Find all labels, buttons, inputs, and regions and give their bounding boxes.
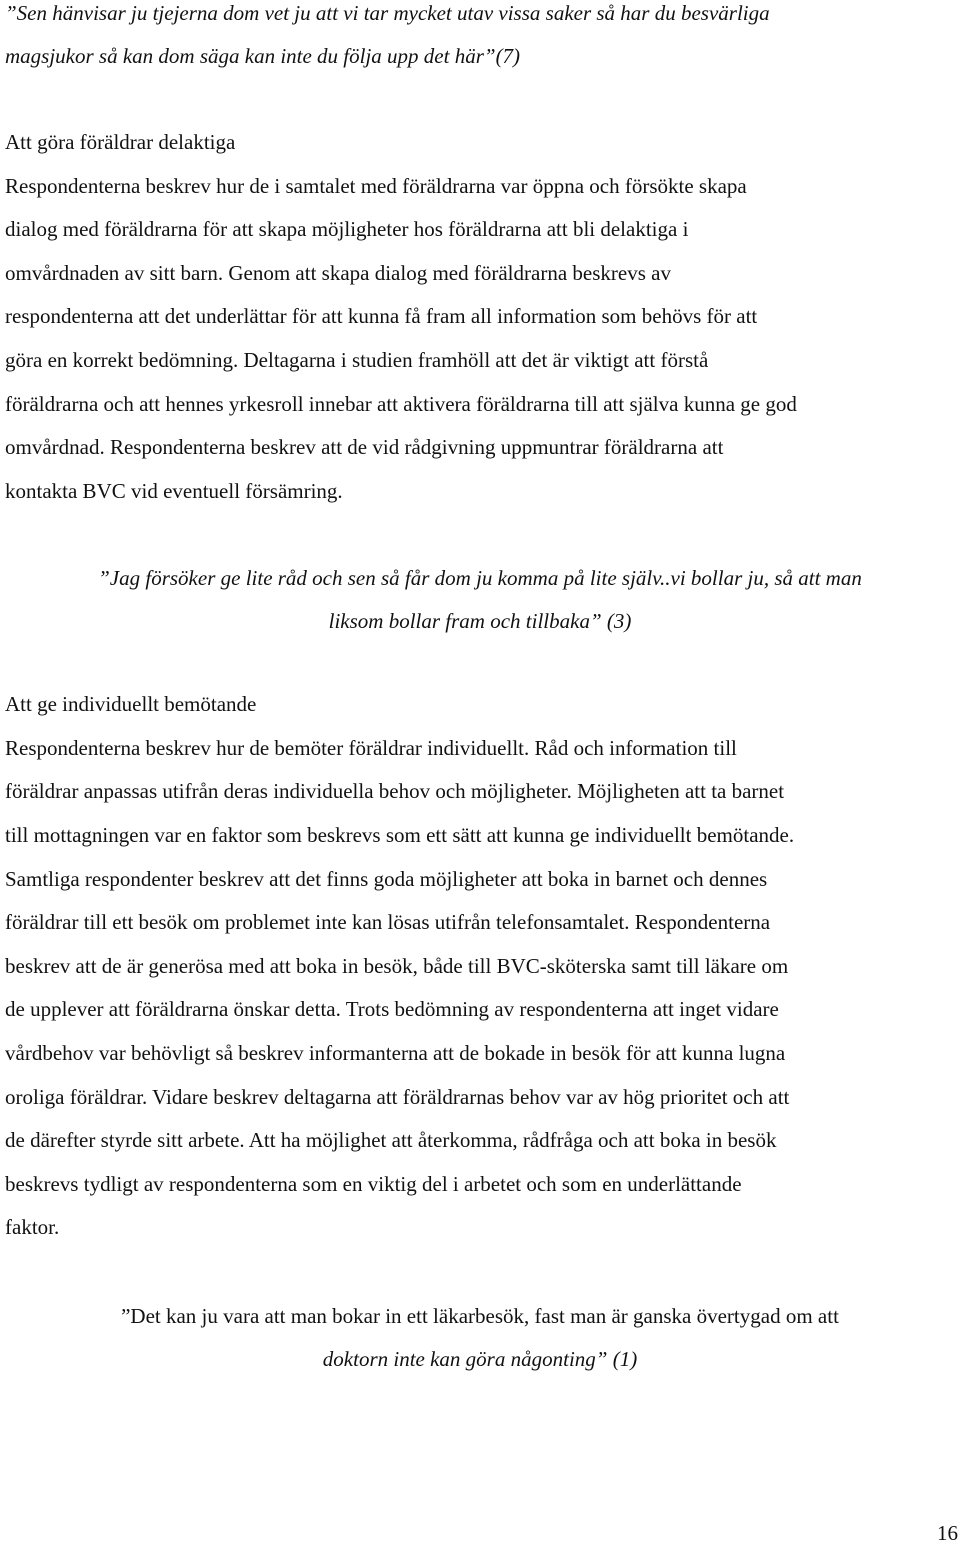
paragraph-line: omvårdnaden av sitt barn. Genom att skapa dialog med föräldrarna beskrevs av bbox=[5, 261, 671, 285]
paragraph-line: oroliga föräldrar. Vidare beskrev deltagarna att föräldrarnas behov var av hög prioritet och att bbox=[5, 1085, 790, 1109]
quote-mid-line-2: liksom bollar fram och tillbaka” (3) bbox=[328, 609, 632, 633]
paragraph-line: kontakta BVC vid eventuell försämring. bbox=[5, 479, 343, 503]
page-number: 16 bbox=[937, 1521, 958, 1545]
paragraph-line: Respondenterna beskrev hur de bemöter föräldrar individuellt. Råd och information till bbox=[5, 736, 737, 760]
paragraph-line: respondenterna att det underlättar för att kunna få fram all information som behövs för att bbox=[5, 304, 758, 328]
paragraph-line: dialog med föräldrarna för att skapa möjligheter hos föräldrarna att bli delaktiga i bbox=[5, 217, 689, 241]
paragraph-line: omvårdnad. Respondenterna beskrev att de vid rådgivning uppmuntrar föräldrarna att bbox=[5, 435, 724, 459]
quote-mid-line-1: ”Jag försöker ge lite råd och sen så får dom ju komma på lite själv..vi bollar ju, så att man bbox=[98, 566, 862, 590]
paragraph-line: beskrev att de är generösa med att boka in besök, både till BVC-sköterska samt till läkare om bbox=[5, 954, 789, 978]
quote-top-line-1: ”Sen hänvisar ju tjejerna dom vet ju att vi tar mycket utav vissa saker så har du besvärliga bbox=[5, 1, 770, 25]
quote-bottom-line-1: ”Det kan ju vara att man bokar in ett läkarbesök, fast man är ganska övertygad om att bbox=[121, 1304, 839, 1328]
paragraph-line: föräldrar anpassas utifrån deras individuella behov och möjligheter. Möjligheten att ta barnet bbox=[5, 779, 785, 803]
paragraph-line: till mottagningen var en faktor som beskrevs som ett sätt att kunna ge individuellt bemötande. bbox=[5, 823, 795, 847]
section-heading-delaktiga: Att göra föräldrar delaktiga bbox=[5, 130, 236, 154]
quote-bottom-line-2: doktorn inte kan göra någonting” (1) bbox=[322, 1347, 638, 1371]
paragraph-line: faktor. bbox=[5, 1215, 60, 1239]
paragraph-line: föräldrarna och att hennes yrkesroll innebar att aktivera föräldrarna till att själva kunna ge god bbox=[5, 392, 797, 416]
paragraph-line: beskrevs tydligt av respondenterna som en viktig del i arbetet och som en underlättande bbox=[5, 1172, 742, 1196]
quote-top-line-2: magsjukor så kan dom säga kan inte du följa upp det här”(7) bbox=[5, 44, 521, 68]
paragraph-line: Samtliga respondenter beskrev att det finns goda möjligheter att boka in barnet och dennes bbox=[5, 867, 768, 891]
paragraph-line: göra en korrekt bedömning. Deltagarna i studien framhöll att det är viktigt att förstå bbox=[5, 348, 709, 372]
paragraph-line: de därefter styrde sitt arbete. Att ha möjlighet att återkomma, rådfråga och att boka in besök bbox=[5, 1128, 777, 1152]
paragraph-line: de upplever att föräldrarna önskar detta. Trots bedömning av respondenterna att inget vidare bbox=[5, 997, 779, 1021]
section-heading-bemotande: Att ge individuellt bemötande bbox=[5, 692, 257, 716]
paragraph-line: föräldrar till ett besök om problemet inte kan lösas utifrån telefonsamtalet. Respondenterna bbox=[5, 910, 771, 934]
paragraph-line: Respondenterna beskrev hur de i samtalet med föräldrarna var öppna och försökte skapa bbox=[5, 174, 747, 198]
paragraph-line: vårdbehov var behövligt så beskrev informanterna att de bokade in besök för att kunna lugna bbox=[5, 1041, 786, 1065]
